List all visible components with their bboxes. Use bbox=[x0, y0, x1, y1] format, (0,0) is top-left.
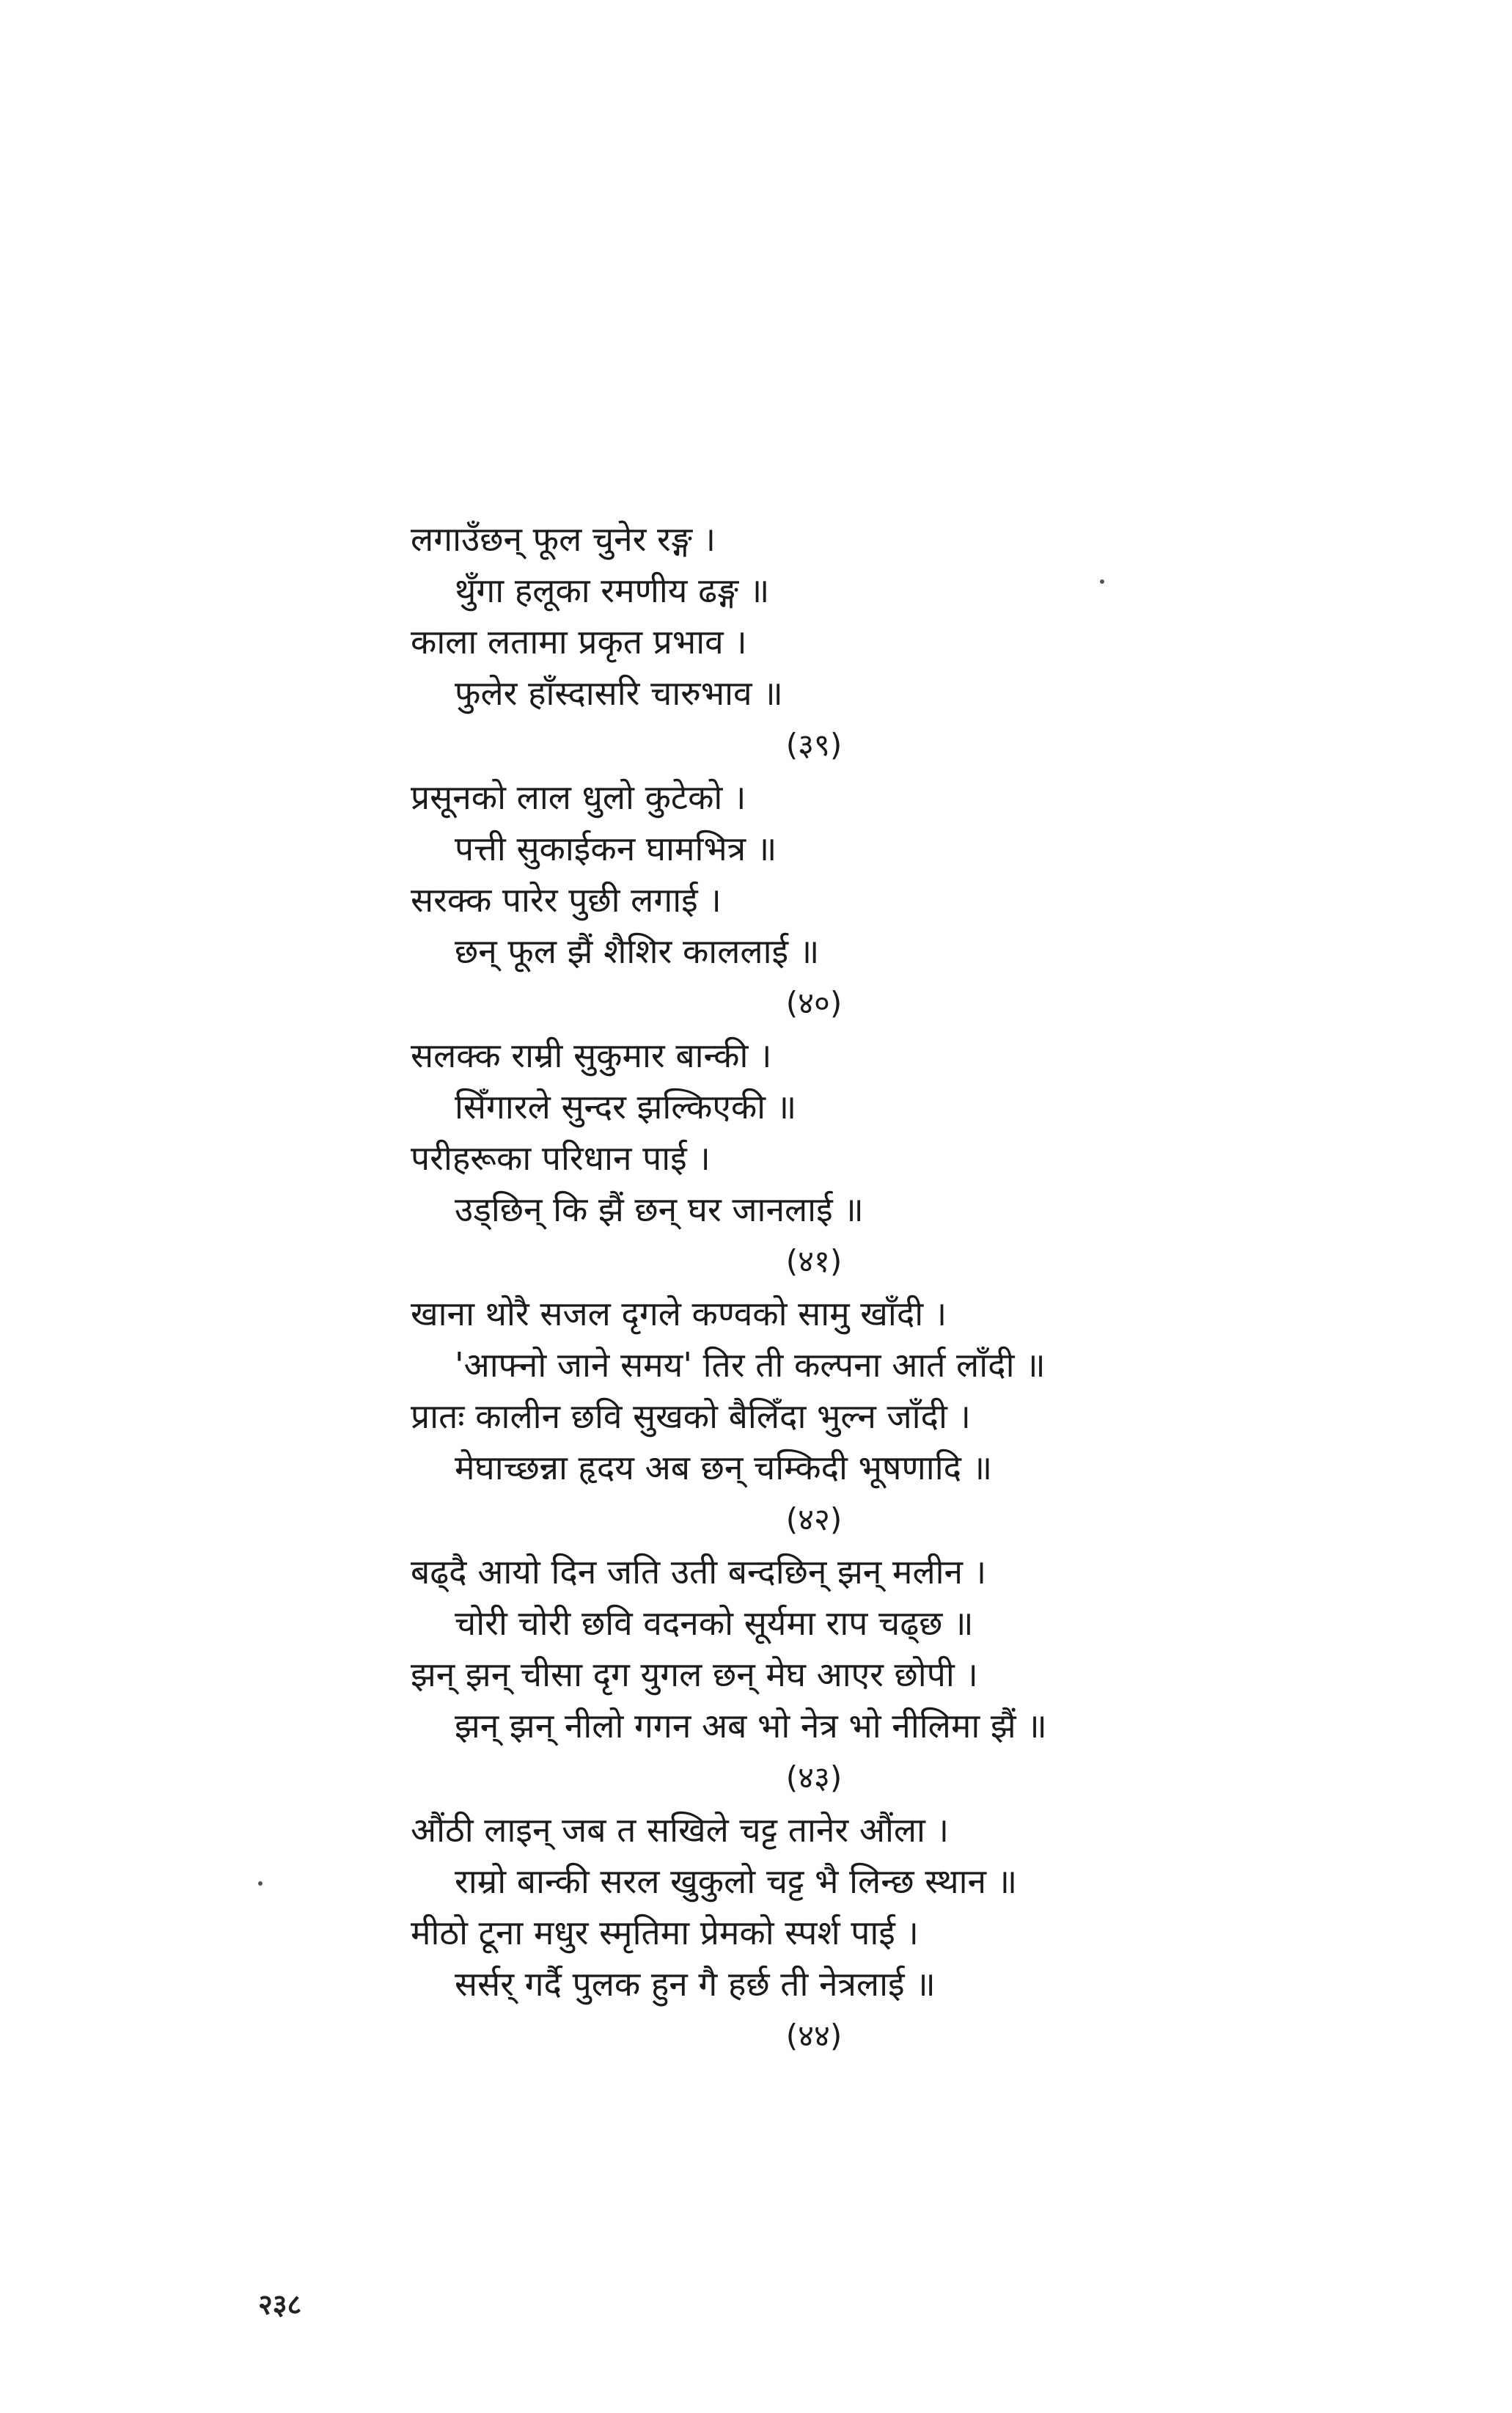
poem-text bbox=[411, 513, 1247, 2062]
poem-line: लगाउँछन् फूल चुनेर रङ्ग । bbox=[411, 519, 716, 559]
poem-line: उड्छिन् कि झैं छन् घर जानलाई ॥ bbox=[455, 1190, 864, 1229]
verse-number: (४४) bbox=[785, 2018, 843, 2054]
speck bbox=[258, 1881, 263, 1886]
speck bbox=[1100, 579, 1104, 584]
poem-line: प्रातः कालीन छवि सुखको बैलिँदा भुल्न जाँदी । bbox=[411, 1396, 971, 1436]
poem-line: मेघाच्छन्ना हृदय अब छन् चम्किदी भूषणादि ॥ bbox=[455, 1448, 993, 1487]
verse-number: (४२) bbox=[785, 1501, 843, 1537]
poem-line: औंठी लाइन् जब त सखिले चट्ट तानेर औंला । bbox=[411, 1810, 950, 1850]
poem-line: सरक्क पारेर पुछी लगाई । bbox=[411, 880, 722, 920]
verse-number: (४१) bbox=[785, 1243, 843, 1279]
page-number: २३८ bbox=[258, 2288, 302, 2321]
poem-line: सर्सर् गर्दै पुलक हुन गै हर्छ ती नेत्रलाई ॥ bbox=[455, 1964, 936, 2004]
poem-line: परीहरूका परिधान पाई । bbox=[411, 1138, 711, 1178]
poem-line: फुलेर हाँस्दासरि चारुभाव ॥ bbox=[455, 673, 783, 713]
poem-line: काला लतामा प्रकृत प्रभाव । bbox=[411, 622, 747, 662]
poem-line: 'आफ्नो जाने समय' तिर ती कल्पना आर्त लाँदी ॥ bbox=[455, 1345, 1046, 1385]
verse-number: (४३) bbox=[785, 1760, 843, 1795]
poem-line: थुँगा हलूका रमणीय ढङ्ग ॥ bbox=[455, 571, 770, 610]
poem-line: पत्ती सुकाईकन घामभित्र ॥ bbox=[455, 829, 777, 868]
poem-line: मीठो टूना मधुर स्मृतिमा प्रेमको स्पर्श पाई । bbox=[411, 1913, 919, 1952]
poem-line: राम्रो बान्की सरल खुकुलो चट्ट भै लिन्छ स्थान ॥ bbox=[455, 1861, 1018, 1901]
poem-line: छन् फूल झैं शैशिर काललाई ॥ bbox=[455, 931, 820, 971]
poem-line: सलक्क राम्री सुकुमार बान्की । bbox=[411, 1036, 772, 1075]
verse-number: (३९) bbox=[785, 727, 843, 763]
verse-number: (४०) bbox=[785, 985, 843, 1021]
poem-line: प्रसूनको लाल धुलो कुटेको । bbox=[411, 777, 746, 817]
poem-line: खाना थोरै सजल दृगले कण्वको सामु खाँदी । bbox=[411, 1294, 947, 1333]
poem-line: झन् झन् नीलो गगन अब भो नेत्र भो नीलिमा झैं ॥ bbox=[455, 1706, 1047, 1746]
poem-line: सिँगारले सुन्दर झल्किएकी ॥ bbox=[455, 1087, 797, 1127]
poem-line: झन् झन् चीसा दृग युगल छन् मेघ आएर छोपी । bbox=[411, 1655, 978, 1694]
poem-line: बढ्दै आयो दिन जति उती बन्दछिन् झन् मलीन । bbox=[411, 1552, 987, 1592]
poem-line: चोरी चोरी छवि वदनको सूर्यमा राप चढ्छ ॥ bbox=[455, 1603, 974, 1643]
